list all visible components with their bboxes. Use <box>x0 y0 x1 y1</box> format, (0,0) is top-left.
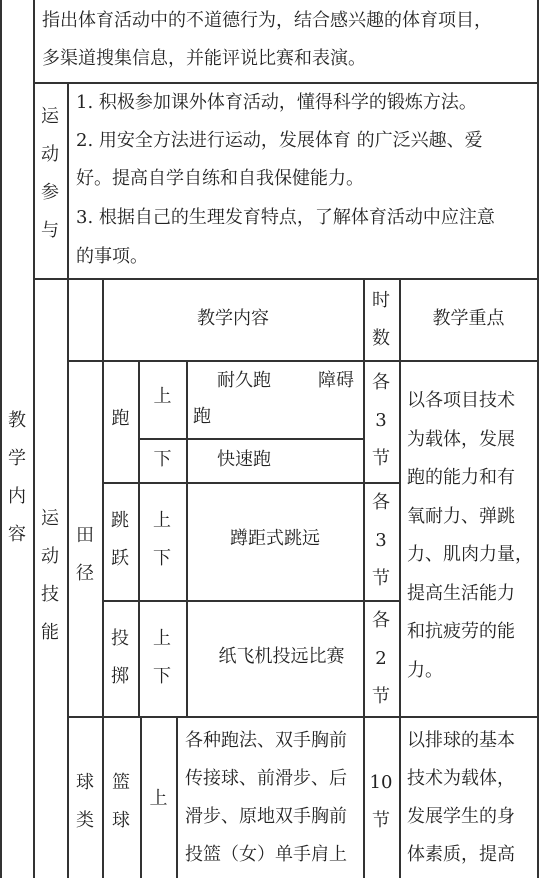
throw-content: 纸飞机投远比赛 <box>218 646 345 667</box>
sports-skills-label: 运 动 技 能 <box>41 508 59 643</box>
intro-line-2: 多渠道搜集信息，并能评说比赛和表演。 <box>42 48 366 69</box>
intro-line-1: 指出体育活动中的不道德行为，结合感兴趣的体育项目， <box>42 10 492 31</box>
run-hours: 各 3 节 <box>372 372 390 469</box>
jump-content: 蹲距式跳远 <box>230 528 320 549</box>
run-upper-content: 耐久跑 <box>217 370 271 391</box>
track-field-focus: 以各项目技术 为载体，发展 跑的能力和有 氧耐力、弹跳 力、肌肉力量， 提高生活能力 和抗疲劳的能 力。 <box>407 390 533 681</box>
throw-label: 投 掷 <box>111 628 129 687</box>
run-lower-term: 下 <box>153 449 172 470</box>
participation-item-2-cont: 好。提高自学自练和自我保健能力。 <box>76 168 364 189</box>
header-focus: 教学重点 <box>432 308 505 329</box>
throw-term: 上 下 <box>153 628 171 687</box>
run-upper-content-b: 障碍 <box>318 370 354 391</box>
participation-item-2: 2. 用安全方法进行运动，发展体育 的广泛兴趣、爱 <box>76 130 483 151</box>
participation-item-3-cont: 的事项。 <box>76 246 148 267</box>
ball-games-focus: 以排球的基本 技术为载体， 发展学生的身 体素质，提高 <box>407 730 515 865</box>
participation-item-1: 1. 积极参加课外体育活动，懂得科学的锻炼方法。 <box>76 92 477 113</box>
basketball-term: 上 <box>149 788 168 809</box>
jump-label: 跳 跃 <box>111 510 129 569</box>
run-label: 跑 <box>111 408 130 429</box>
jump-term: 上 下 <box>153 510 171 569</box>
header-content: 教学内容 <box>197 308 269 329</box>
header-hours: 时 数 <box>372 290 390 349</box>
basketball-hours: 10 节 <box>369 772 393 831</box>
basketball-content: 各种跑法、双手胸前 传接球、前滑步、后 滑步、原地双手胸前 投篮（女）单手肩上 <box>185 730 347 865</box>
run-upper-term: 上 <box>153 386 172 407</box>
run-lower-content: 快速跑 <box>217 449 271 470</box>
throw-hours: 各 2 节 <box>372 610 390 707</box>
participation-item-3: 3. 根据自己的生理发育特点，了解体育活动中应注意 <box>76 207 495 228</box>
teaching-content-label: 教 学 内 容 <box>8 410 26 545</box>
sports-participation-label: 运 动 参 与 <box>41 106 59 241</box>
run-upper-content-2: 跑 <box>193 406 211 427</box>
track-field-label: 田 径 <box>76 525 94 584</box>
jump-hours: 各 3 节 <box>372 492 390 589</box>
ball-games-label: 球 类 <box>76 772 94 831</box>
basketball-label: 篮 球 <box>112 772 130 831</box>
